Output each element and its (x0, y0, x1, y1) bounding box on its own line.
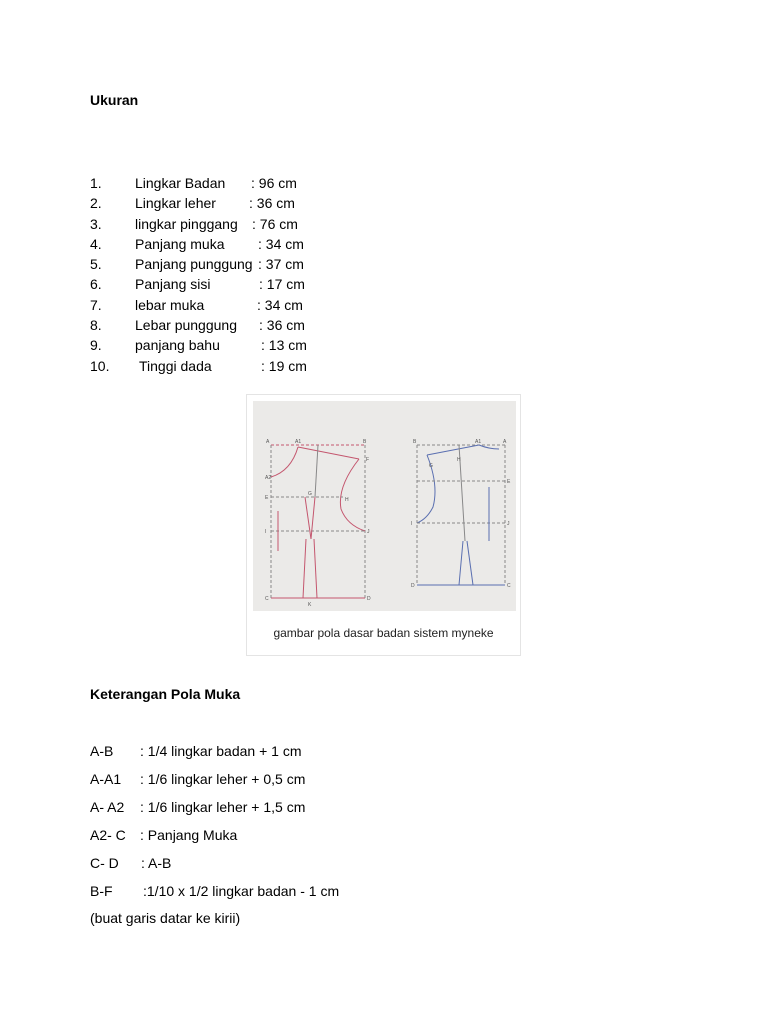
item-number: 10. (90, 357, 110, 374)
item-value: :1/10 x 1/2 lingkar badan - 1 cm (143, 883, 340, 899)
label-c: C (265, 596, 269, 602)
item-value: : A-B (141, 855, 172, 871)
label-back-e: E (507, 479, 511, 485)
item-label: Lebar punggung (135, 317, 237, 334)
label-e: E (265, 495, 269, 501)
item-value: : 19 cm (261, 357, 307, 374)
label-i: I (265, 529, 267, 535)
figure-caption: gambar pola dasar badan sistem myneke (273, 626, 494, 640)
label-a2: A2 (265, 475, 272, 481)
label-a1: A1 (295, 439, 302, 445)
label-h: H (345, 497, 349, 503)
item-label: Lingkar Badan (135, 175, 226, 191)
item-value: : Panjang Muka (140, 827, 238, 843)
item-number: 2. (90, 195, 102, 212)
page-title: Ukuran (90, 92, 139, 108)
label-back-a1: A1 (475, 439, 482, 445)
item-label: Tinggi dada (139, 357, 212, 374)
item-value: : 13 cm (261, 337, 307, 354)
item-label: Panjang sisi (135, 276, 211, 293)
paper-background (253, 401, 516, 611)
item-value: : 1/6 lingkar leher + 0,5 cm (140, 771, 306, 787)
item-key: A- A2 (90, 799, 125, 815)
item-label: panjang bahu (135, 337, 220, 354)
item-value: : 76 cm (252, 215, 298, 232)
item-number: 7. (90, 296, 102, 313)
label-b: B (363, 439, 367, 445)
item-value: : 36 cm (249, 195, 295, 212)
section-heading: Keterangan Pola Muka (90, 686, 241, 702)
bodice-pattern-drawing (253, 401, 516, 611)
label-back-b: B (413, 439, 417, 445)
label-back-j: J (507, 521, 510, 527)
item-number: 4. (90, 235, 102, 252)
label-f: F (366, 457, 370, 463)
item-label: lingkar pinggang (135, 215, 238, 232)
item-value: : 34 cm (257, 296, 303, 313)
label-back-h: H (457, 457, 461, 463)
note-text: (buat garis datar ke kirii) (90, 910, 241, 926)
item-number: 3. (90, 215, 102, 232)
label-k: K (308, 602, 312, 608)
item-value: : 96 cm (251, 175, 297, 191)
item-number: 1. (90, 175, 102, 191)
item-label: lebar muka (135, 296, 205, 313)
label-a: A (266, 439, 270, 445)
item-key: A-A1 (90, 771, 122, 787)
item-value: : 1/6 lingkar leher + 1,5 cm (140, 799, 306, 815)
item-key: A-B (90, 743, 114, 759)
item-label: Panjang muka (135, 235, 225, 252)
item-label: Lingkar leher (135, 195, 216, 212)
label-g: G (308, 491, 312, 497)
label-back-i: I (411, 521, 413, 527)
item-number: 8. (90, 317, 102, 334)
label-back-d: D (411, 583, 415, 589)
item-key: A2- C (90, 827, 126, 843)
pattern-figure (246, 394, 521, 656)
item-value: : 37 cm (258, 256, 304, 273)
label-back-g: G (429, 463, 433, 469)
label-j: J (367, 529, 370, 535)
label-d: D (367, 596, 371, 602)
item-number: 6. (90, 276, 102, 293)
label-back-a: A (503, 439, 507, 445)
item-value: : 17 cm (259, 276, 305, 293)
item-number: 9. (90, 337, 102, 354)
item-key: B-F (90, 883, 113, 899)
label-back-c: C (507, 583, 511, 589)
item-value: : 1/4 lingkar badan + 1 cm (140, 743, 302, 759)
item-value: : 34 cm (258, 235, 304, 252)
item-number: 5. (90, 256, 102, 273)
item-value: : 36 cm (259, 317, 305, 334)
item-label: Panjang punggung (135, 256, 253, 273)
item-key: C- D (90, 855, 119, 871)
